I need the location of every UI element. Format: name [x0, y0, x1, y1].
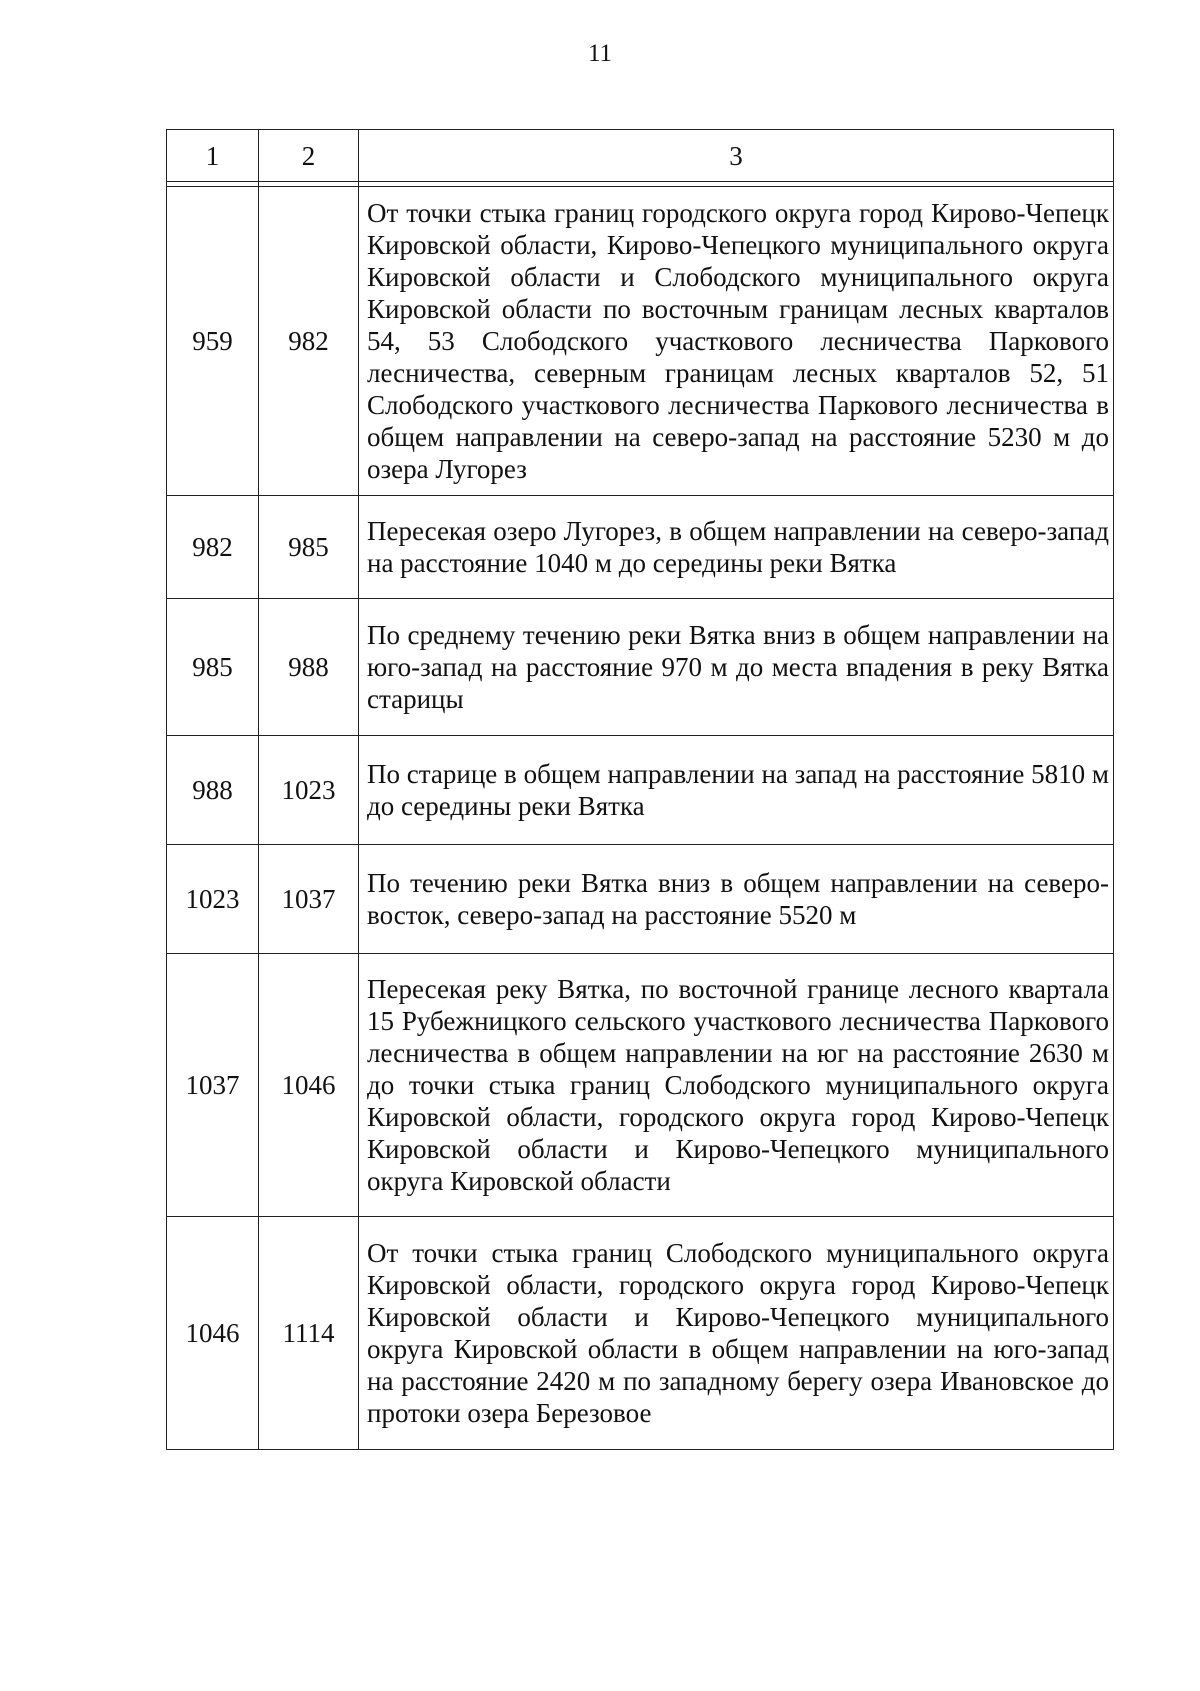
boundary-table	[166, 129, 1114, 1450]
boundary-description: По старице в общем направлении на запад на расстояние 5810 м до середины реки Вятка	[359, 736, 1114, 845]
point-from: 982	[167, 496, 259, 599]
boundary-description: По течению реки Вятка вниз в общем направлении на северо-восток, северо-запад на расстояние 5520 м	[359, 845, 1114, 954]
table-row	[167, 187, 1114, 496]
point-to: 1114	[259, 1217, 359, 1450]
table-header-row	[167, 130, 1114, 182]
column-header-3: 3	[359, 130, 1114, 182]
point-from: 985	[167, 599, 259, 736]
boundary-description: Пересекая реку Вятка, по восточной границе лесного квартала 15 Рубежницкого сельского участкового лесничества Паркового лесничества в общем направлении на юг на расстояние 2630 м до точки стыка границ Слободского муниципального округа Кировской области, городского округа город Кирово-Чепецк Кировской области и Кирово-Чепецкого муниципального округа Кировской области	[359, 954, 1114, 1217]
table-row	[167, 1217, 1114, 1450]
point-to: 1046	[259, 954, 359, 1217]
column-header-1: 1	[167, 130, 259, 182]
table-row	[167, 736, 1114, 845]
point-to: 982	[259, 187, 359, 496]
boundary-description: Пересекая озеро Лугорез, в общем направлении на северо-запад на расстояние 1040 м до середины реки Вятка	[359, 496, 1114, 599]
boundary-description: От точки стыка границ Слободского муниципального округа Кировской области, городского округа город Кирово-Чепецк Кировской области и Кирово-Чепецкого муниципального округа Кировской области в общем направлении на юго-запад на расстояние 2420 м по западному берегу озера Ивановское до протоки озера Березовое	[359, 1217, 1114, 1450]
boundary-description: По среднему течению реки Вятка вниз в общем направлении на юго-запад на расстояние 970 м до места впадения в реку Вятка старицы	[359, 599, 1114, 736]
table-row	[167, 954, 1114, 1217]
point-from: 988	[167, 736, 259, 845]
page-number: 11	[587, 40, 613, 67]
table-row	[167, 599, 1114, 736]
boundary-description: От точки стыка границ городского округа город Кирово-Чепецк Кировской области, Кирово-Чепецкого муниципального округа Кировской области и Слободского муниципального округа Кировской области по восточным границам лесных кварталов 54, 53 Слободского участкового лесничества Паркового лесничества, северным границам лесных кварталов 52, 51 Слободского участкового лесничества Паркового лесничества в общем направлении на северо-запад на расстояние 5230 м до озера Лугорез	[359, 187, 1114, 496]
table-row	[167, 496, 1114, 599]
point-to: 1037	[259, 845, 359, 954]
point-from: 1037	[167, 954, 259, 1217]
point-from: 959	[167, 187, 259, 496]
point-to: 988	[259, 599, 359, 736]
table-row	[167, 845, 1114, 954]
point-from: 1046	[167, 1217, 259, 1450]
point-from: 1023	[167, 845, 259, 954]
point-to: 985	[259, 496, 359, 599]
column-header-2: 2	[259, 130, 359, 182]
point-to: 1023	[259, 736, 359, 845]
